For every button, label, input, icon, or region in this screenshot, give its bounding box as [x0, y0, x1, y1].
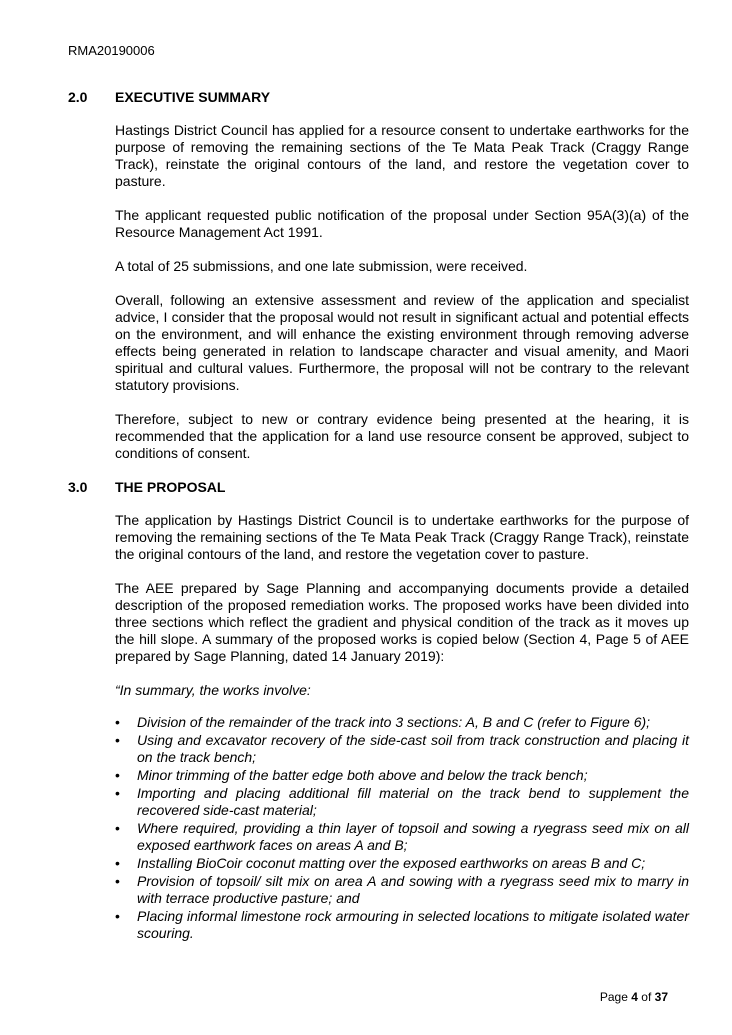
bullet-icon: • — [115, 785, 120, 801]
bullet-icon: • — [115, 855, 120, 871]
bullet-icon: • — [115, 873, 120, 889]
page-footer — [600, 990, 668, 1004]
list-item: • Importing and placing additional fill material on the track bend to supplement the recovered side-cast material; — [115, 785, 689, 818]
bullet-icon: • — [115, 714, 120, 730]
list-item: • Minor trimming of the batter edge both above and below the track bench; — [115, 767, 588, 783]
exec-summary-paragraph-1: Hastings District Council has applied for a resource consent to undertake earthworks for the purpose of removing the remaining sections of the Te Mata Peak Track (Craggy Range Track), reinstate the original contours of the land, and restore the vegetation cover to pasture. — [115, 122, 689, 189]
section-heading-the-proposal — [68, 479, 225, 495]
quote-intro: “In summary, the works involve: — [115, 682, 311, 698]
list-item: • Where required, providing a thin layer of topsoil and sowing a ryegrass seed mix on all exposed earthwork faces on areas A and B; — [115, 820, 689, 853]
exec-summary-paragraph-5: Therefore, subject to new or contrary evidence being presented at the hearing, it is recommended that the application for a land use resource consent be approved, subject to conditions of consent. — [115, 411, 689, 461]
exec-summary-paragraph-3: A total of 25 submissions, and one late submission, were received. — [115, 258, 528, 274]
section-title: EXECUTIVE SUMMARY — [115, 89, 271, 105]
list-item: • Installing BioCoir coconut matting over the exposed earthworks on areas B and C; — [115, 855, 646, 871]
page-number: 4 — [631, 990, 638, 1004]
document-reference: RMA20190006 — [68, 43, 155, 58]
bullet-icon: • — [115, 820, 120, 836]
list-item: • Using and excavator recovery of the side-cast soil from track construction and placing it on the track bench; — [115, 732, 689, 765]
section-title: THE PROPOSAL — [115, 479, 226, 495]
list-item: • Placing informal limestone rock armouring in selected locations to mitigate isolated water scouring. — [115, 908, 689, 941]
bullet-icon: • — [115, 908, 120, 924]
list-item: • Provision of topsoil/ silt mix on area A and sowing with a ryegrass seed mix to marry in with terrace productive pasture; and — [115, 873, 689, 906]
bullet-icon: • — [115, 732, 120, 748]
exec-summary-paragraph-2: The applicant requested public notification of the proposal under Section 95A(3)(a) of the Resource Management Act 1991. — [115, 207, 689, 240]
bullet-icon: • — [115, 767, 120, 783]
works-bullet-list — [115, 714, 689, 943]
section-heading-executive-summary — [68, 89, 270, 105]
proposal-paragraph-2: The AEE prepared by Sage Planning and accompanying documents provide a detailed description of the proposed remediation works. The proposed works have been divided into three sections which reflect the gradient and physical condition of the track as it moves up the hill slope. A summary of the proposed works is copied below (Section 4, Page 5 of AEE prepared by Sage Planning, dated 14 January 2019): — [115, 580, 689, 664]
exec-summary-paragraph-4: Overall, following an extensive assessment and review of the application and specialist advice, I consider that the proposal would not result in significant actual and potential effects on the environment, and will enhance the existing environment through removing adverse effects being generated in relation to landscape character and visual amenity, and Maori spiritual and cultural values. Furthermore, the proposal will not be contrary to the relevant statutory provisions. — [115, 292, 689, 393]
of-label: of — [641, 990, 652, 1004]
list-item: • Division of the remainder of the track into 3 sections: A, B and C (refer to Figure 6); — [115, 714, 651, 730]
proposal-paragraph-1: The application by Hastings District Council is to undertake earthworks for the purpose of removing the remaining sections of the Te Mata Peak Track (Craggy Range Track), reinstate the original contours of the land, and restore the vegetation cover to pasture. — [115, 512, 689, 562]
section-number: 3.0 — [68, 479, 88, 495]
page-label: Page — [599, 990, 628, 1004]
page-total: 37 — [654, 990, 668, 1004]
section-number: 2.0 — [68, 89, 88, 105]
